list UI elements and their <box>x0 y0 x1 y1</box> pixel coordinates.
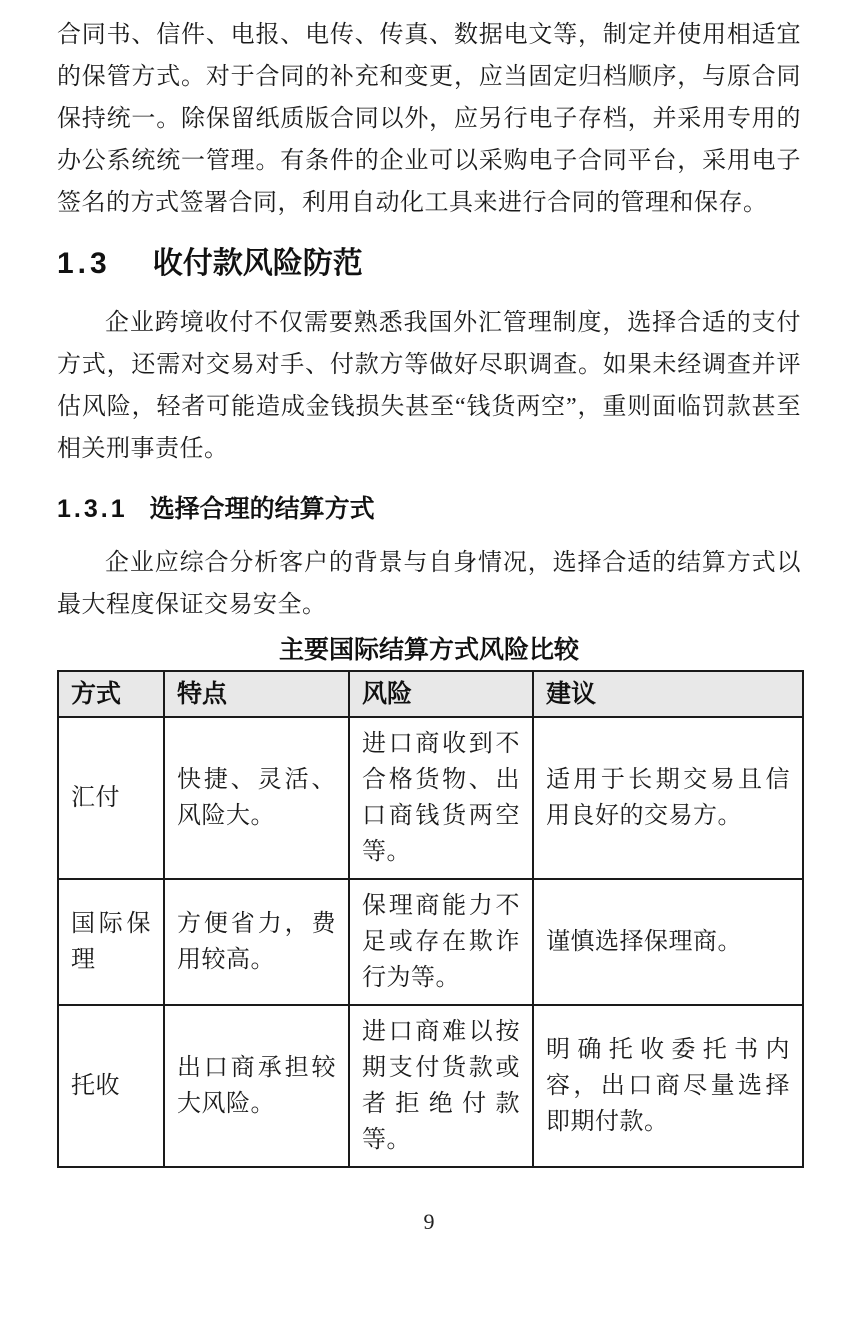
table-row-factoring <box>58 879 803 1005</box>
page-number: 9 <box>423 1209 435 1234</box>
cell-method: 托收 <box>58 1005 164 1167</box>
cell-feature: 快捷、灵活、风险大。 <box>164 717 349 879</box>
cell-advice: 明确托收委托书内容，出口商尽量选择即期付款。 <box>533 1005 803 1167</box>
intro-paragraph: 合同书、信件、电报、电传、传真、数据电文等，制定并使用相适宜的保管方式。对于合同的补充和变更，应当固定归档顺序，与原合同保持统一。除保留纸质版合同以外，应另行电子存档，并采用专用的办公系统统一管理。有条件的企业可以采购电子合同平台，采用电子签名的方式签署合同，利用自动化工具来进行合同的管理和保存。 <box>57 22 801 216</box>
cell-risk: 进口商难以按期支付货款或者拒绝付款等。 <box>349 1005 533 1167</box>
table-row-collection <box>58 1005 803 1167</box>
subsection-paragraph: 企业应综合分析客户的背景与自身情况，选择合适的结算方式以最大程度保证交易安全。 <box>57 550 801 618</box>
header-advice: 建议 <box>533 671 803 717</box>
subsection-title: 选择合理的结算方式 <box>149 495 375 523</box>
subsection-heading <box>57 492 801 526</box>
header-risk: 风险 <box>349 671 533 717</box>
cell-method: 汇付 <box>58 717 164 879</box>
cell-feature: 出口商承担较大风险。 <box>164 1005 349 1167</box>
subsection-number: 1.3.1 <box>57 495 128 523</box>
cell-risk: 进口商收到不合格货物、出口商钱货两空等。 <box>349 717 533 879</box>
cell-advice: 适用于长期交易且信用良好的交易方。 <box>533 717 803 879</box>
cell-method: 国际保理 <box>58 879 164 1005</box>
header-method: 方式 <box>58 671 164 717</box>
header-feature: 特点 <box>164 671 349 717</box>
table-title: 主要国际结算方式风险比较 <box>278 636 579 664</box>
cell-feature: 方便省力，费用较高。 <box>164 879 349 1005</box>
cell-risk: 保理商能力不足或存在欺诈行为等。 <box>349 879 533 1005</box>
section-number: 1.3 <box>57 247 111 280</box>
table-row-remittance <box>58 717 803 879</box>
table-header-row <box>58 671 803 717</box>
cell-advice: 谨慎选择保理商。 <box>533 879 803 1005</box>
section-title: 收付款风险防范 <box>152 247 363 280</box>
section-paragraph: 企业跨境收付不仅需要熟悉我国外汇管理制度，选择合适的支付方式，还需对交易对手、付款方等做好尽职调查。如果未经调查并评估风险，轻者可能造成金钱损失甚至“钱货两空”，重则面临罚款甚至相关刑事责任。 <box>57 310 801 462</box>
settlement-comparison-table <box>57 670 804 1168</box>
section-heading <box>57 244 801 284</box>
